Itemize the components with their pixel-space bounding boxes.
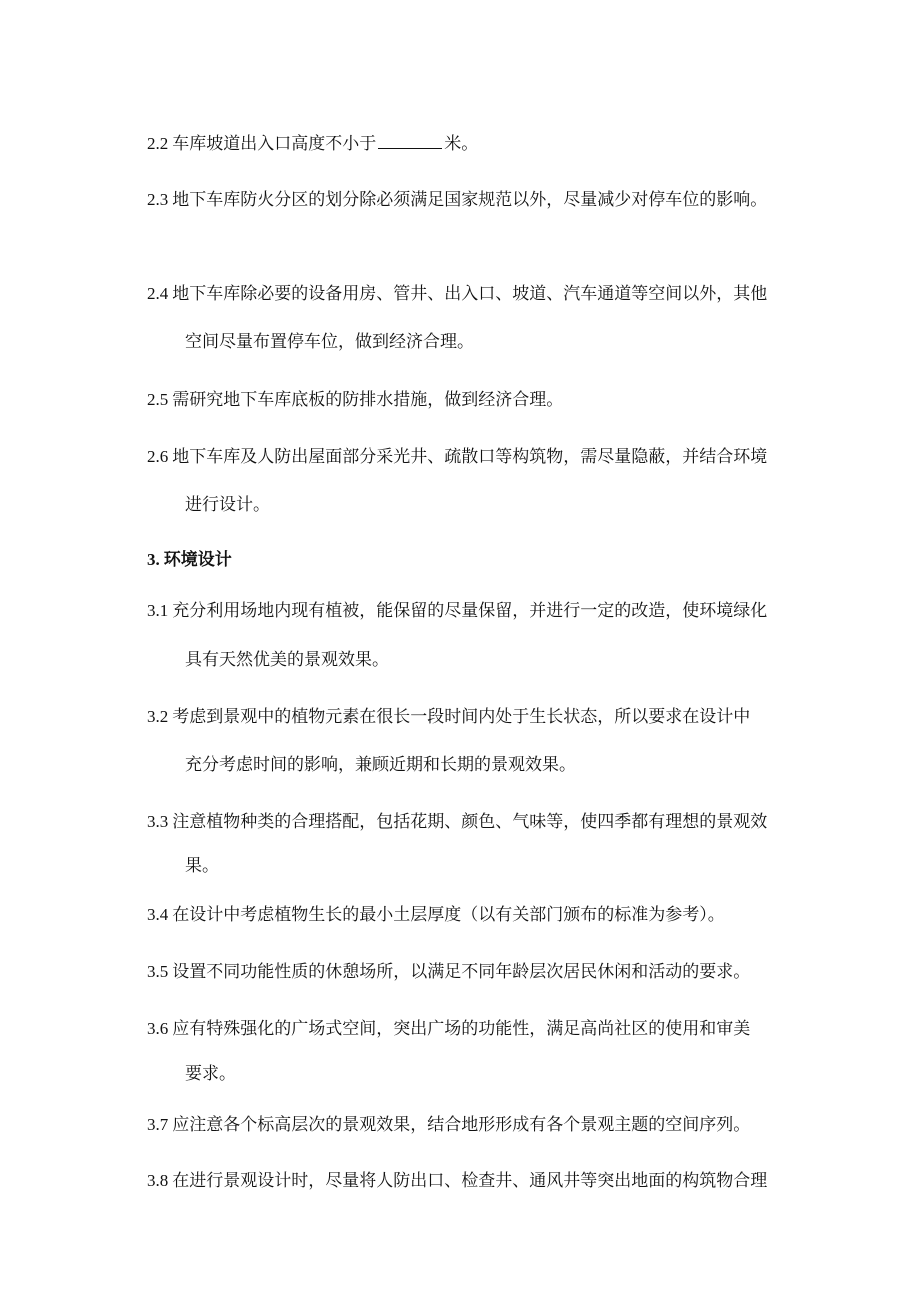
item-3-3: [147, 811, 767, 833]
item-3-8: [147, 1170, 767, 1192]
item-2-4: [147, 283, 767, 305]
item-3-2-continued: 充分考虑时间的影响，兼顾近期和长期的景观效果。: [185, 755, 576, 775]
item-3-1-continued: 具有天然优美的景观效果。: [185, 650, 389, 670]
item-number: 3.1: [147, 601, 169, 620]
item-3-3-continued: 果。: [185, 856, 219, 876]
item-number: 2.6: [147, 447, 169, 466]
item-text: 车库坡道出入口高度不小于: [172, 134, 377, 154]
item-text: 应注意各个标高层次的景观效果，结合地形形成有各个景观主题的空间序列。: [172, 1115, 751, 1135]
item-number: 3.4: [147, 905, 169, 924]
item-number: 3.2: [147, 707, 169, 726]
item-text-line1: 地下车库除必要的设备用房、管井、出入口、坡道、汽车通道等空间以外，其他: [172, 284, 768, 304]
item-text: 需研究地下车库底板的防排水措施，做到经济合理。: [172, 390, 564, 410]
section-heading: [147, 549, 232, 571]
item-2-2: [147, 133, 478, 155]
item-2-6-continued: 进行设计。: [185, 495, 270, 515]
item-number: 3.7: [147, 1115, 169, 1134]
item-number: 3.5: [147, 962, 169, 981]
item-3-1: [147, 600, 767, 622]
item-2-4-continued: 空间尽量布置停车位，做到经济合理。: [185, 332, 474, 352]
item-number: 2.4: [147, 284, 169, 303]
item-3-4: [147, 904, 725, 926]
item-text-line1: 应有特殊强化的广场式空间，突出广场的功能性，满足高尚社区的使用和审美: [172, 1019, 751, 1039]
item-number: 2.2: [147, 134, 169, 153]
item-number: 3.6: [147, 1019, 169, 1038]
item-2-6: [147, 446, 767, 468]
item-number: 2.3: [147, 190, 169, 209]
item-2-3: [147, 189, 767, 211]
item-text-line1: 地下车库及人防出屋面部分采光井、疏散口等构筑物，需尽量隐蔽，并结合环境: [172, 447, 768, 467]
item-3-5: [147, 961, 750, 983]
item-text-line1: 考虑到景观中的植物元素在很长一段时间内处于生长状态，所以要求在设计中: [172, 707, 751, 727]
item-3-7: [147, 1114, 750, 1136]
section-title: 环境设计: [163, 550, 232, 570]
item-3-6-continued: 要求。: [185, 1064, 236, 1084]
item-text-line1: 注意植物种类的合理搭配，包括花期、颜色、气味等，使四季都有理想的景观效: [172, 812, 768, 832]
item-text: 设置不同功能性质的休憩场所，以满足不同年龄层次居民休闲和活动的要求。: [172, 962, 751, 982]
item-number: 2.5: [147, 390, 169, 409]
item-text: 在设计中考虑植物生长的最小土层厚度（以有关部门颁布的标准为参考）。: [172, 905, 725, 925]
item-text-end: 米。: [444, 134, 479, 154]
fill-in-blank: [378, 133, 442, 149]
item-text-line1: 充分利用场地内现有植被，能保留的尽量保留，并进行一定的改造，使环境绿化: [172, 601, 768, 621]
item-number: 3.3: [147, 812, 169, 831]
item-number: 3.8: [147, 1171, 169, 1190]
item-text: 在进行景观设计时，尽量将人防出口、检查井、通风井等突出地面的构筑物合理: [172, 1171, 768, 1191]
item-2-5: [147, 389, 563, 411]
item-3-6: [147, 1018, 750, 1040]
item-text: 地下车库防火分区的划分除必须满足国家规范以外，尽量减少对停车位的影响。: [172, 190, 768, 210]
section-number: 3.: [147, 550, 160, 569]
item-3-2: [147, 706, 750, 728]
